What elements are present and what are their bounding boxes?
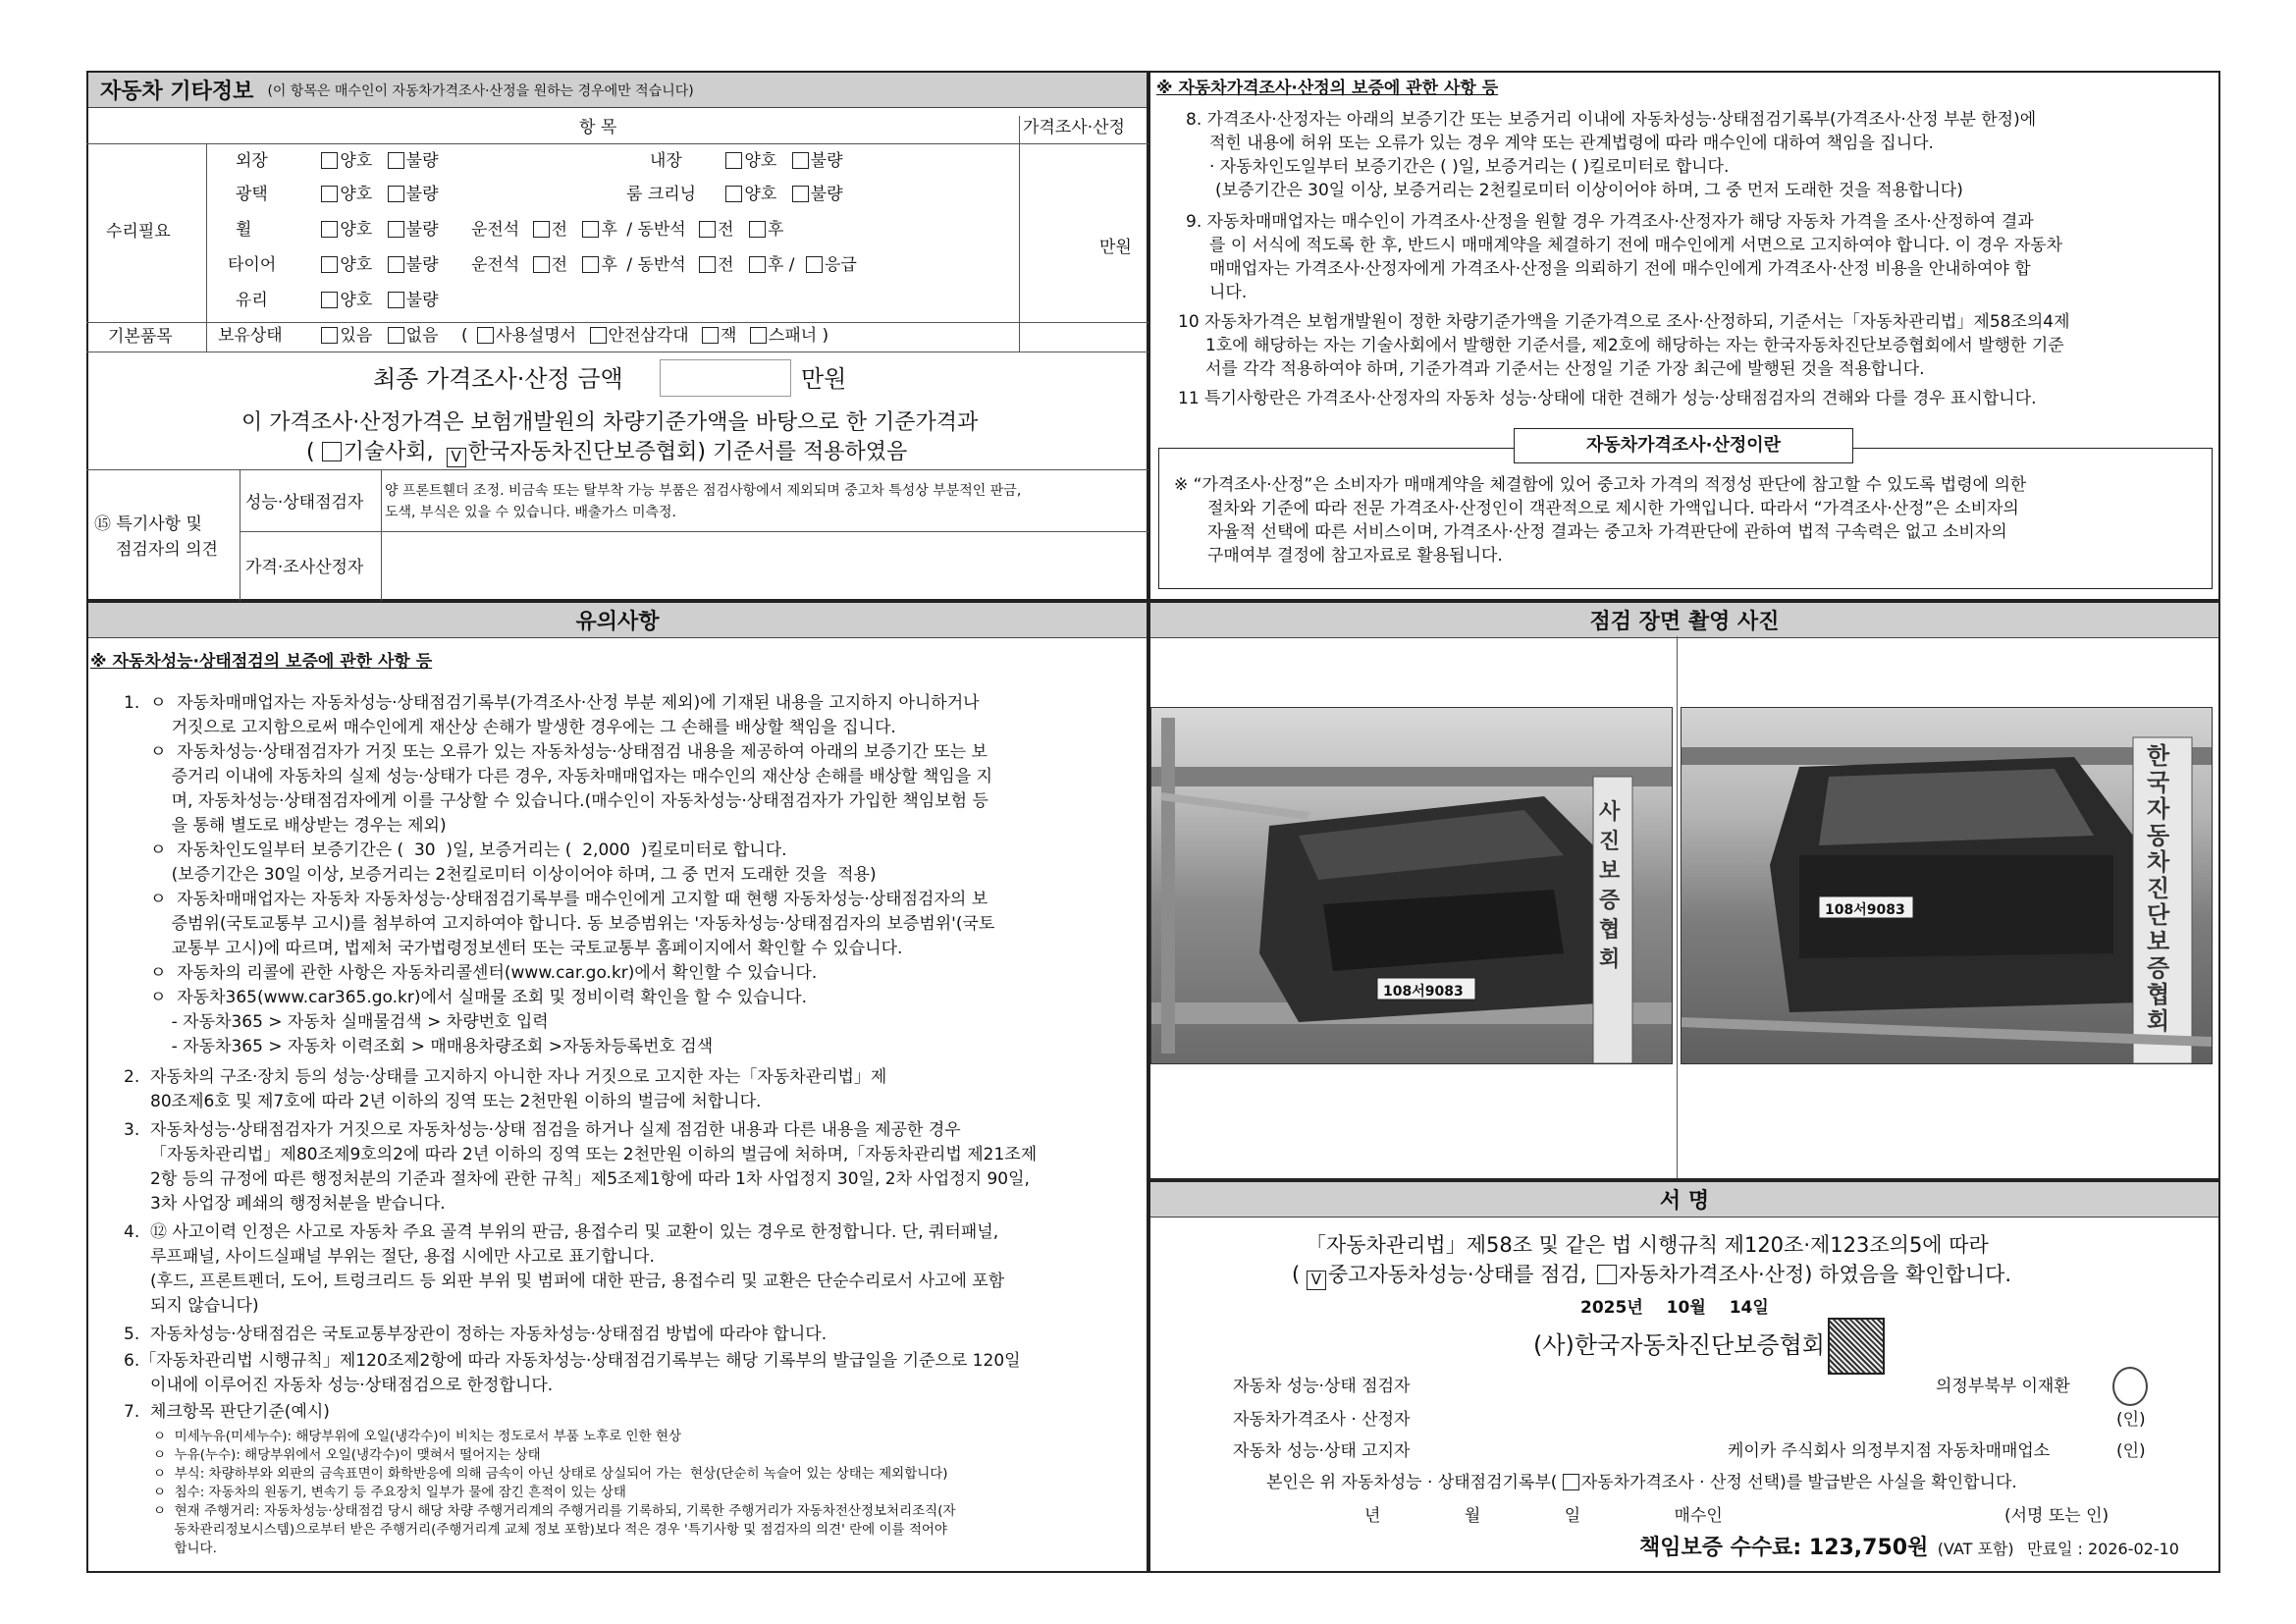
section-header — [88, 73, 1147, 108]
price-unit: 만원 — [1099, 238, 1132, 257]
inspector-name: 의정부북부 이재환 — [1936, 1377, 2070, 1396]
note-line: 증범위(국토교통부 고시)를 첨부하여 고지하여야 합니다. 동 보증범위는 '자동차성능·상태점검자의 보증범위'(국토 — [124, 914, 995, 934]
row-tire: 타이어 양호 불량 운전석 전 후 / 동반석 전 후 / 응급 — [228, 255, 857, 275]
gloss-bad-checkbox[interactable] — [388, 186, 404, 202]
definition-line-b: 절차와 기준에 따라 전문 가격조사·산정인이 객관적으로 제시한 가액입니다. 따라서 “가격조사·산정”은 소비자의 — [1207, 499, 2019, 518]
note-line: 3. 자동차성능·상태점검자가 거짓으로 자동차성능·상태 점검을 하거나 실제 점검한 내용과 다른 내용을 제공한 경우 — [124, 1120, 961, 1140]
item8-line-d: (보증기간은 30일 이상, 보증거리는 2천킬로미터 이상이어야 하며, 그 중 먼저 도래한 것을 적용합니다) — [1215, 181, 1963, 200]
note-line: ㅇ 자동차인도일부터 보증기간은 ( 30 )일, 보증거리는 ( 2,000 )킬로미터로 합니다. — [124, 840, 787, 860]
definition-line-d: 구매여부 결정에 참고자료로 활용됩니다. — [1207, 546, 1503, 566]
note-line: 2. 자동차의 구조·장치 등의 성능·상태를 고지하지 아니한 자나 거짓으로 고지한 자는「자동차관리법」제 — [124, 1067, 887, 1087]
note-line: ㅇ 자동차365(www.car365.go.kr)에서 실매물 조회 및 정비이력 확인을 할 수 있습니다. — [124, 988, 808, 1007]
note-line: 증거리 이내에 자동차의 실제 성능·상태가 다른 경우, 자동차매매업자는 매수인의 재산상 손해를 배상할 책임을 지 — [124, 767, 993, 786]
row-gloss: 광택 양호 불량 — [236, 185, 439, 204]
row-wheel: 휠 양호 불량 운전석 전 후 / 동반석 전 후 — [236, 220, 784, 240]
notifier-seal: (인) — [2116, 1441, 2146, 1461]
item10-line-c: 서를 각각 적용하여야 하며, 기준가격과 기준서는 산정일 기준 가장 최근에 발행된 것을 적용합니다. — [1205, 359, 1925, 379]
note-line: ㅇ 자동차매매업자는 자동차 자동차성능·상태점검기록부를 매수인에게 고지할 때 현행 자동차성능·상태점검자의 보 — [124, 890, 988, 909]
tire-bad-checkbox[interactable] — [388, 256, 404, 273]
signature-title: 서 명 — [1659, 1189, 1710, 1214]
criteria-line: ㅇ 미세누유(미세누수): 해당부위에 오일(냉각수)이 비치는 정도로서 부품 노후로 인한 현상 — [153, 1429, 682, 1444]
note-line: 되지 않습니다) — [124, 1296, 259, 1316]
item8-line-c: · 자동차인도일부터 보증기간은 ( )일, 보증거리는 ( )킬로미터로 합니다. — [1209, 157, 1730, 177]
interior-good-checkbox[interactable] — [725, 152, 742, 169]
tech-society-checkbox[interactable] — [322, 442, 342, 461]
room-clean-good-checkbox[interactable] — [725, 186, 742, 202]
receipt-price-checkbox[interactable] — [1563, 1474, 1579, 1490]
association-checkbox[interactable]: V — [447, 448, 466, 467]
basis-line-1: 이 가격조사·산정가격은 보험개발원의 차량기준가액을 바탕으로 한 기준가격과 — [241, 410, 979, 435]
wheel-driver-rear-checkbox[interactable] — [582, 221, 599, 238]
row-room-clean: 룸 크리닝 양호 불량 — [626, 185, 843, 204]
glass-good-checkbox[interactable] — [321, 292, 338, 308]
note-line: 며, 자동차성능·상태점검자에게 이를 구상할 수 있습니다.(매수인이 자동차성능·상태점검자가 가입한 책임보험 등 — [124, 791, 988, 811]
criteria-line: ㅇ 누유(누수): 해당부위에서 오일(냉각수)이 맺혀서 떨어지는 상태 — [153, 1447, 541, 1463]
note-line: 거짓으로 고지함으로써 매수인에게 재산상 손해가 발생한 경우에는 그 손해를 배상할 책임을 집니다. — [124, 718, 896, 737]
note-line: 3차 사업장 폐쇄의 행정처분을 받습니다. — [124, 1194, 446, 1214]
col-price-header: 가격조사·산정 — [1023, 118, 1125, 137]
note-line: (보증기간은 30일 이상, 보증거리는 2천킬로미터 이상이어야 하며, 그 중 먼저 도래한 것을 적용) — [124, 865, 877, 885]
jack-checkbox[interactable] — [702, 327, 719, 344]
tire-passenger-front-checkbox[interactable] — [699, 256, 716, 273]
final-price-box[interactable] — [660, 359, 791, 397]
section-title: 자동차 기타정보 — [100, 80, 254, 104]
note-line: 7. 체크항목 판단기준(예시) — [124, 1402, 330, 1422]
photo-header — [1150, 603, 2218, 638]
wheel-driver-front-checkbox[interactable] — [533, 221, 550, 238]
notes-header — [88, 603, 1147, 638]
assessor-label: 자동차가격조사 · 산정자 — [1233, 1410, 1411, 1430]
note-line: 80조제6호 및 제7호에 따라 2년 이하의 징역 또는 2천만원 이하의 벌금에 처합니다. — [124, 1092, 762, 1111]
final-price-label: 최종 가격조사·산정 금액 — [373, 365, 623, 393]
spanner-checkbox[interactable] — [750, 327, 767, 344]
criteria-line: 합니다. — [153, 1541, 217, 1556]
note-line: 2항 등의 규정에 따른 행정처분의 기준과 절차에 관한 규칙」제5조제1항에 따라 1차 사업정지 30일, 2차 사업정지 90일, — [124, 1169, 1030, 1189]
exterior-bad-checkbox[interactable] — [388, 152, 404, 169]
tire-driver-front-checkbox[interactable] — [533, 256, 550, 273]
price-definition-box — [1158, 448, 2213, 589]
association-name: (사)한국자동차진단보증협회 — [1533, 1331, 1825, 1359]
interior-bad-checkbox[interactable] — [792, 152, 809, 169]
notes-title: 유의사항 — [575, 610, 660, 634]
note-line: 1. ㅇ 자동차매매업자는 자동차성능·상태점검기록부(가격조사·산정 부분 제외)에 기재된 내용을 고지하지 아니하거나 — [124, 693, 980, 713]
note-line: 4. ⑫ 사고이력 인정은 사고로 자동차 주요 골격 부위의 판금, 용접수리 및 교환이 있는 경우로 한정합니다. 단, 쿼터패널, — [124, 1222, 999, 1242]
signature-header — [1150, 1182, 2218, 1218]
gloss-good-checkbox[interactable] — [321, 186, 338, 202]
item9-line-a: 9. 자동차매매업자는 매수인이 가격조사·산정을 원할 경우 가격조사·산정자가 해당 자동차 가격을 조사·산정하여 결과 — [1186, 212, 2034, 232]
basic-items-label: 기본품목 — [108, 327, 173, 347]
note-line: 을 통해 별도로 배상받는 경우는 제외) — [124, 816, 447, 836]
manual-checkbox[interactable] — [477, 327, 494, 344]
confirm-line: ( V 중고자동차성능·상태를 점검, 자동차가격조사·산정) 하였음을 확인합니다. — [1292, 1263, 2012, 1288]
assessor-seal: (인) — [2116, 1410, 2146, 1430]
repair-needed-label: 수리필요 — [106, 222, 171, 242]
note-line: (후드, 프론트펜더, 도어, 트렁크리드 등 외판 부위 및 범퍼에 대한 판금, 용접수리 및 교환은 단순수리로서 사고에 포함 — [124, 1272, 1005, 1291]
rear-banner-text: 한국자동차진단보증협회 — [2147, 742, 2170, 1035]
note-line: 6.「자동차관리법 시행규칙」제120조제2항에 따라 자동차성능·상태점검기록부는 해당 기록부의 발급일을 기준으로 120일 — [124, 1351, 1021, 1371]
note-line: 이내에 이루어진 자동차 성능·상태점검으로 한정합니다. — [124, 1376, 554, 1395]
note-line: ㅇ 자동차의 리콜에 관한 사항은 자동차리콜센터(www.car.go.kr)에서 확인할 수 있습니다. — [124, 963, 818, 983]
final-price-unit: 만원 — [801, 365, 847, 393]
row-glass: 유리 양호 불량 — [236, 291, 439, 310]
rear-plate-text: 108서9083 — [1825, 902, 1905, 918]
price-assessment-checkbox[interactable] — [1597, 1265, 1617, 1284]
item8-line-a: 8. 가격조사·산정자는 아래의 보증기간 또는 보증거리 이내에 자동차성능·상태점검기록부(가격조사·산정 부분 한정)에 — [1186, 110, 2037, 130]
triangle-checkbox[interactable] — [590, 327, 607, 344]
wheel-good-checkbox[interactable] — [321, 221, 338, 238]
row-interior: 내장 양호 불량 — [650, 151, 843, 171]
special-notes-label-1: ⑮ 특기사항 및 — [94, 514, 202, 534]
buyer-sign-label: (서명 또는 인) — [2004, 1506, 2109, 1526]
criteria-line: ㅇ 부식: 차량하부와 외판의 금속표면이 화학반응에 의해 금속이 아닌 상태로 상실되어 가는 현상(단순히 녹슬어 있는 상태는 제외합니다) — [153, 1466, 948, 1482]
sign-date: 2025년 10월 14일 — [1580, 1298, 1769, 1318]
wheel-passenger-front-checkbox[interactable] — [699, 221, 716, 238]
performance-opinion-line-2: 도색, 부식은 있을 수 있습니다. 배출가스 미측정. — [385, 505, 677, 520]
price-definition-title: 자동차가격조사·산정이란 — [1514, 428, 1853, 463]
glass-bad-checkbox[interactable] — [388, 292, 404, 308]
tire-emergency-checkbox[interactable] — [806, 256, 823, 273]
notes-subtitle: ※ 자동차성능·상태점검의 보증에 관한 사항 등 — [90, 652, 433, 672]
criteria-line: ㅇ 현재 주행거리: 자동차성능·상태점검 당시 해당 차량 주행거리계의 주행거리를 기록하되, 기록한 주행거리가 자동차전산정보처리조직(자 — [153, 1503, 956, 1519]
notifier-name: 케이카 주식회사 의정부지점 자동차매매업소 — [1728, 1441, 2051, 1461]
criteria-line: ㅇ 침수: 자동차의 원동기, 변속기 등 주요장치 일부가 물에 잠긴 흔적이 있는 상태 — [153, 1485, 626, 1500]
note-line: 루프패널, 사이드실패널 부위는 절단, 용접 시에만 사고로 표기합니다. — [124, 1247, 655, 1267]
price-guarantee-title: ※ 자동차가격조사·산정의 보증에 관한 사항 등 — [1156, 79, 1499, 98]
performance-opinion-line-1: 양 프론트휀더 조정. 비금속 또는 탈부착 가능 부품은 점검사항에서 제외되며 중고차 특성상 부분적인 판금, — [385, 483, 1022, 499]
price-assessor-label: 가격·조사산정자 — [245, 558, 364, 577]
item10-line-a: 10 자동차가격은 보험개발원이 정한 차량기준가액을 기준가격으로 조사·산정하되, 기준서는「자동차관리법」제58조의4제 — [1178, 312, 2070, 332]
possession-yes-checkbox[interactable] — [321, 327, 338, 344]
section-subtitle: (이 항목은 매수인이 자동차가격조사·산정을 원하는 경우에만 적습니다) — [267, 82, 694, 99]
room-clean-bad-checkbox[interactable] — [792, 186, 809, 202]
item10-line-b: 1호에 해당하는 자는 기술사회에서 발행한 기준서를, 제2호에 해당하는 자는 한국자동차진단보증협회에서 발행한 기준 — [1205, 336, 2064, 355]
criteria-line: 동차관리정보시스템)으로부터 받은 주행거리(주행거리계 교체 정보 포함)보다 적은 경우 '특기사항 및 점검자의 의견' 란에 이를 적어야 — [153, 1522, 947, 1538]
inspector-stamp-icon — [2112, 1367, 2148, 1406]
receipt-date: 년 월 일 매수인 — [1364, 1506, 1723, 1526]
photo-title: 점검 장면 촬영 사진 — [1589, 610, 1780, 634]
tire-driver-rear-checkbox[interactable] — [582, 256, 599, 273]
row-exterior: 외장 양호 불량 — [236, 151, 439, 171]
note-line: 「자동차관리법」제80조제9호의2에 따라 2년 이하의 징역 또는 2천만원 이하의 벌금에 처하며,「자동차관리법 제21조제 — [124, 1145, 1038, 1164]
definition-line-a: ※ “가격조사·산정”은 소비자가 매매계약을 체결함에 있어 중고차 가격의 적정성 판단에 참고할 수 있도록 법령에 의한 — [1174, 475, 2027, 495]
possession-no-checkbox[interactable] — [388, 327, 404, 344]
notifier-label: 자동차 성능·상태 고지자 — [1233, 1441, 1411, 1461]
guarantee-fee: 책임보증 수수료: 123,750원 (VAT 포함) 만료일 : 2026-02-10 — [1639, 1536, 2179, 1560]
item9-line-c: 매매업자는 가격조사·산정자에게 가격조사·산정을 의뢰하기 전에 매수인에게 가격조사·산정 비용을 안내하여야 합 — [1209, 259, 2031, 279]
basis-line-2: ( 기술사회, V 한국자동차진단보증협회) 기준서를 적용하였음 — [306, 440, 908, 465]
note-line: 5. 자동차성능·상태점검은 국토교통부장관이 정하는 자동차성능·상태점검 방법에 따라야 합니다. — [124, 1325, 828, 1344]
row-possession: 보유상태 있음 없음 ( 사용설명서 안전삼각대 잭 스패너 ) — [218, 326, 829, 346]
item11-line: 11 특기사항란은 가격조사·산정자의 자동차 성능·상태에 대한 견해가 성능·상태점검자의 견해와 다를 경우 표시합니다. — [1178, 389, 2037, 408]
wheel-bad-checkbox[interactable] — [388, 221, 404, 238]
tire-good-checkbox[interactable] — [321, 256, 338, 273]
special-notes-label-2: 점검자의 의견 — [116, 540, 218, 560]
col-item-header: 항 목 — [579, 118, 617, 137]
front-inspection-photo — [1150, 707, 1673, 1064]
item8-line-b: 적힌 내용에 허위 또는 오류가 있는 경우 계약 또는 관계법령에 따라 매수인에 대하여 책임을 집니다. — [1209, 134, 1934, 153]
note-line: - 자동차365 > 자동차 실매물검색 > 차량번호 입력 — [124, 1012, 549, 1032]
inspector-label: 자동차 성능·상태 점검자 — [1233, 1377, 1411, 1396]
item9-line-b: 를 이 서식에 적도록 한 후, 반드시 매매계약을 체결하기 전에 매수인에게 서면으로 고지하여야 합니다. 이 경우 자동차 — [1209, 236, 2063, 255]
performance-inspector-label: 성능·상태점검자 — [245, 493, 364, 513]
front-plate-text: 108서9083 — [1383, 984, 1464, 1000]
wheel-passenger-rear-checkbox[interactable] — [749, 221, 766, 238]
note-line: 교통부 고시)에 따르며, 법제처 국가법령정보센터 또는 국토교통부 홈페이지에서 확인할 수 있습니다. — [124, 939, 903, 958]
note-line: ㅇ 자동차성능·상태점검자가 거짓 또는 오류가 있는 자동차성능·상태점검 내용을 제공하여 아래의 보증기간 또는 보 — [124, 742, 988, 762]
rear-inspection-photo — [1681, 707, 2213, 1064]
item9-line-d: 니다. — [1209, 283, 1248, 302]
association-seal-icon — [1828, 1318, 1885, 1375]
tire-passenger-rear-checkbox[interactable] — [749, 256, 766, 273]
note-line: - 자동차365 > 자동차 이력조회 > 매매용차량조회 >자동차등록번호 검색 — [124, 1037, 714, 1056]
used-car-inspection-checkbox[interactable]: V — [1307, 1271, 1326, 1290]
front-banner-text: 사진보증협회 — [1599, 800, 1621, 972]
definition-line-c: 자율적 선택에 따른 서비스이며, 가격조사·산정 결과는 중고차 가격판단에 관하여 법적 구속력은 없고 소비자의 — [1207, 522, 2007, 542]
law-reference-line: 「자동차관리법」제58조 및 같은 법 시행규칙 제120조·제123조의5에 따라 — [1306, 1233, 1989, 1257]
receipt-line: 본인은 위 자동차성능 · 상태점검기록부( 자동차가격조사 · 산정 선택)를 발급받은 사실을 확인합니다. — [1266, 1473, 2017, 1492]
exterior-good-checkbox[interactable] — [321, 152, 338, 169]
